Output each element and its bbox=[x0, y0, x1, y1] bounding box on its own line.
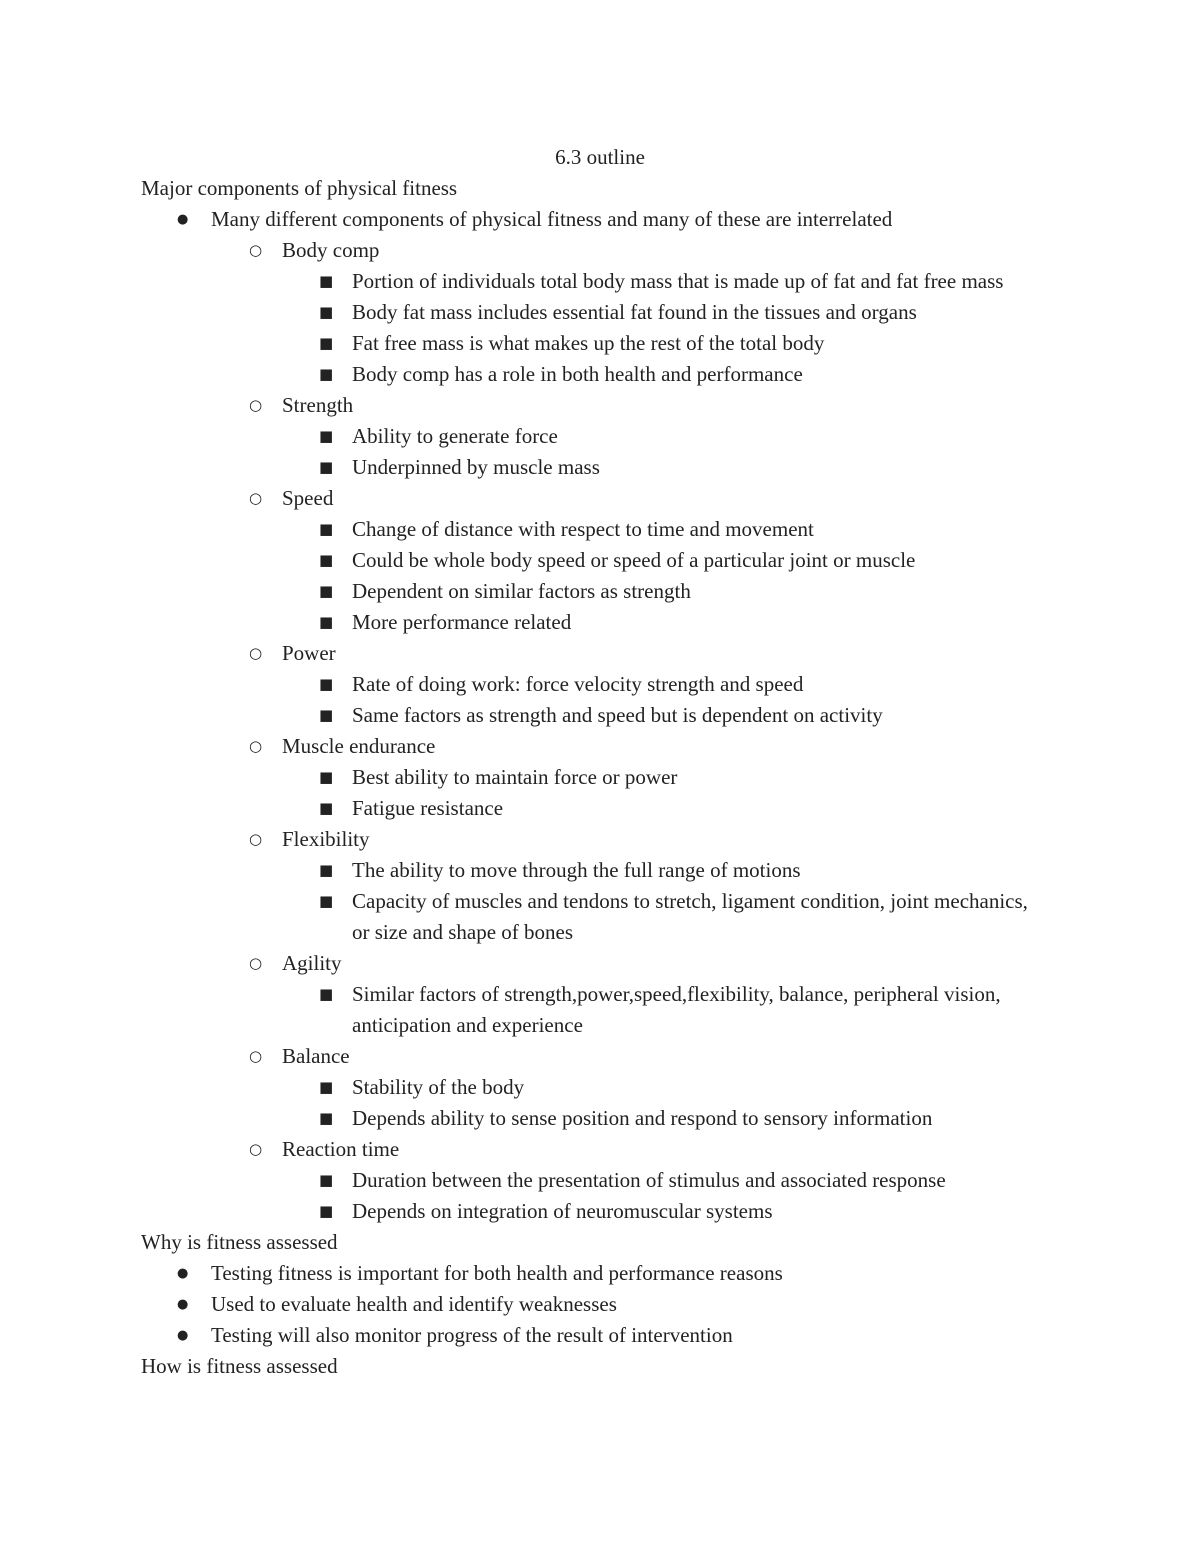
bullet-square-icon: ■ bbox=[319, 303, 334, 321]
outline-item-level-3 bbox=[141, 297, 1041, 328]
bullet-square-icon: ■ bbox=[319, 892, 334, 910]
outline-item-level-3 bbox=[141, 1196, 1041, 1227]
bullet-square-icon: ■ bbox=[319, 458, 334, 476]
outline-text: The ability to move through the full range of motions bbox=[352, 858, 801, 882]
outline-text: Capacity of muscles and tendons to stretch, ligament condition, joint mechanics, or size and shape of bones bbox=[352, 889, 1028, 944]
bullet-square-icon: ■ bbox=[319, 1202, 334, 1220]
bullet-circle-icon: ○ bbox=[249, 737, 263, 755]
outline-item-level-2 bbox=[141, 1041, 1041, 1072]
outline-text: Testing fitness is important for both health and performance reasons bbox=[211, 1261, 783, 1285]
bullet-circle-icon: ○ bbox=[249, 1047, 263, 1065]
outline-text: Body fat mass includes essential fat found in the tissues and organs bbox=[352, 300, 917, 324]
outline-item-level-3 bbox=[141, 700, 1041, 731]
outline-item-level-3 bbox=[141, 1072, 1041, 1103]
outline-text: Underpinned by muscle mass bbox=[352, 455, 600, 479]
outline-text: Many different components of physical fitness and many of these are interrelated bbox=[211, 207, 893, 231]
outline-text: Fatigue resistance bbox=[352, 796, 504, 820]
outline-text: More performance related bbox=[352, 610, 572, 634]
outline-item-level-3 bbox=[141, 669, 1041, 700]
outline-text: Body comp bbox=[282, 238, 380, 262]
outline-text: Similar factors of strength,power,speed,flexibility, balance, peripheral vision, anticipation and experience bbox=[352, 982, 1001, 1037]
outline-text: Fat free mass is what makes up the rest of the total body bbox=[352, 331, 825, 355]
outline-item-level-3 bbox=[141, 514, 1041, 545]
outline-item-level-2 bbox=[141, 638, 1041, 669]
outline-item-level-3 bbox=[141, 576, 1041, 607]
outline-item-level-3 bbox=[141, 855, 1041, 886]
outline-item-level-2 bbox=[141, 731, 1041, 762]
outline-item-level-2 bbox=[141, 948, 1041, 979]
outline-text: Portion of individuals total body mass that is made up of fat and fat free mass bbox=[352, 269, 1004, 293]
bullet-square-icon: ■ bbox=[319, 334, 334, 352]
bullet-square-icon: ■ bbox=[319, 1109, 334, 1127]
outline-text: Testing will also monitor progress of the result of intervention bbox=[211, 1323, 733, 1347]
outline-text: Same factors as strength and speed but is dependent on activity bbox=[352, 703, 883, 727]
document-title: 6.3 outline bbox=[555, 145, 645, 169]
bullet-square-icon: ■ bbox=[319, 861, 334, 879]
outline-text: Muscle endurance bbox=[282, 734, 436, 758]
bullet-square-icon: ■ bbox=[319, 551, 334, 569]
outline-text: Agility bbox=[282, 951, 342, 975]
bullet-circle-icon: ○ bbox=[249, 830, 263, 848]
outline-item-level-1 bbox=[141, 1258, 1041, 1289]
bullet-disc-icon: ● bbox=[177, 1297, 189, 1312]
bullet-circle-icon: ○ bbox=[249, 954, 263, 972]
bullet-disc-icon: ● bbox=[177, 1266, 189, 1281]
bullet-square-icon: ■ bbox=[319, 365, 334, 383]
outline-item-level-3 bbox=[141, 1103, 1041, 1134]
outline-item-level-3 bbox=[141, 421, 1041, 452]
outline-text: Dependent on similar factors as strength bbox=[352, 579, 691, 603]
bullet-circle-icon: ○ bbox=[249, 241, 263, 259]
outline-content bbox=[141, 173, 1041, 1382]
outline-text: Ability to generate force bbox=[352, 424, 558, 448]
outline-text: Reaction time bbox=[282, 1137, 400, 1161]
outline-text: Depends on integration of neuromuscular systems bbox=[352, 1199, 773, 1223]
bullet-square-icon: ■ bbox=[319, 799, 334, 817]
outline-text: Could be whole body speed or speed of a particular joint or muscle bbox=[352, 548, 916, 572]
outline-text: Flexibility bbox=[282, 827, 370, 851]
bullet-circle-icon: ○ bbox=[249, 489, 263, 507]
outline-item-level-3 bbox=[141, 793, 1041, 824]
bullet-disc-icon: ● bbox=[177, 212, 189, 227]
bullet-square-icon: ■ bbox=[319, 582, 334, 600]
outline-text: Stability of the body bbox=[352, 1075, 525, 1099]
bullet-circle-icon: ○ bbox=[249, 396, 263, 414]
bullet-square-icon: ■ bbox=[319, 706, 334, 724]
outline-item-level-3 bbox=[141, 886, 1041, 948]
outline-item-level-1 bbox=[141, 204, 1041, 235]
outline-text: Major components of physical fitness bbox=[141, 176, 458, 200]
bullet-square-icon: ■ bbox=[319, 768, 334, 786]
outline-text: Body comp has a role in both health and performance bbox=[352, 362, 803, 386]
outline-text: Strength bbox=[282, 393, 354, 417]
outline-item-level-3 bbox=[141, 545, 1041, 576]
outline-item-level-2 bbox=[141, 390, 1041, 421]
outline-item-level-1 bbox=[141, 1320, 1041, 1351]
outline-item-level-3 bbox=[141, 359, 1041, 390]
outline-item-level-3 bbox=[141, 1165, 1041, 1196]
outline-item-level-2 bbox=[141, 824, 1041, 855]
bullet-square-icon: ■ bbox=[319, 427, 334, 445]
bullet-disc-icon: ● bbox=[177, 1328, 189, 1343]
bullet-circle-icon: ○ bbox=[249, 644, 263, 662]
outline-item-level-3 bbox=[141, 979, 1041, 1041]
outline-item-level-3 bbox=[141, 266, 1041, 297]
bullet-square-icon: ■ bbox=[319, 272, 334, 290]
outline-text: Used to evaluate health and identify weaknesses bbox=[211, 1292, 617, 1316]
outline-text: Rate of doing work: force velocity strength and speed bbox=[352, 672, 804, 696]
bullet-square-icon: ■ bbox=[319, 985, 334, 1003]
outline-item-level-1 bbox=[141, 1289, 1041, 1320]
section-heading bbox=[141, 1227, 1041, 1258]
outline-item-level-3 bbox=[141, 452, 1041, 483]
outline-item-level-2 bbox=[141, 235, 1041, 266]
bullet-square-icon: ■ bbox=[319, 1171, 334, 1189]
outline-text: Balance bbox=[282, 1044, 350, 1068]
outline-text: Change of distance with respect to time and movement bbox=[352, 517, 814, 541]
bullet-square-icon: ■ bbox=[319, 520, 334, 538]
outline-text: Best ability to maintain force or power bbox=[352, 765, 678, 789]
outline-text: Power bbox=[282, 641, 336, 665]
section-heading bbox=[141, 1351, 1041, 1382]
bullet-square-icon: ■ bbox=[319, 1078, 334, 1096]
outline-item-level-3 bbox=[141, 607, 1041, 638]
outline-text: Why is fitness assessed bbox=[141, 1230, 338, 1254]
bullet-circle-icon: ○ bbox=[249, 1140, 263, 1158]
section-heading bbox=[141, 173, 1041, 204]
bullet-square-icon: ■ bbox=[319, 675, 334, 693]
outline-item-level-3 bbox=[141, 328, 1041, 359]
outline-text: Speed bbox=[282, 486, 334, 510]
outline-item-level-3 bbox=[141, 762, 1041, 793]
outline-text: How is fitness assessed bbox=[141, 1354, 338, 1378]
outline-item-level-2 bbox=[141, 1134, 1041, 1165]
outline-text: Depends ability to sense position and respond to sensory information bbox=[352, 1106, 933, 1130]
outline-item-level-2 bbox=[141, 483, 1041, 514]
outline-text: Duration between the presentation of stimulus and associated response bbox=[352, 1168, 946, 1192]
bullet-square-icon: ■ bbox=[319, 613, 334, 631]
